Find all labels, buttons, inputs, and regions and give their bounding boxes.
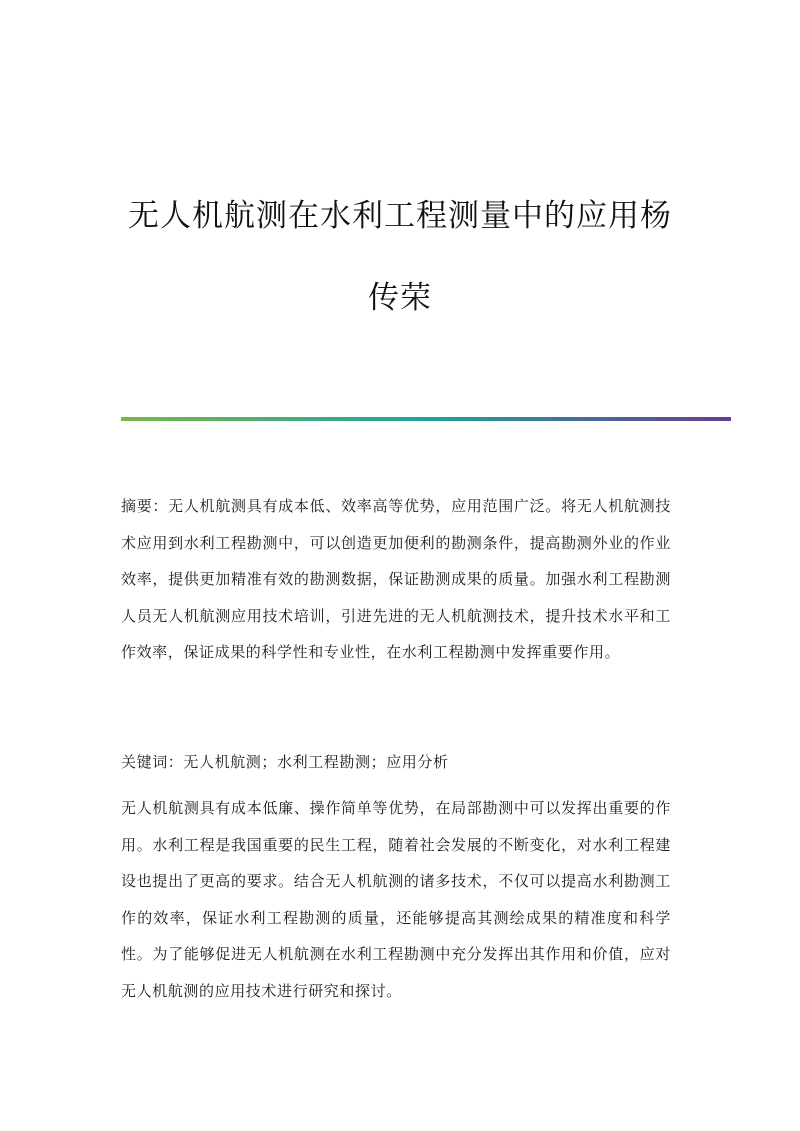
- abstract-paragraph: 摘要：无人机航测具有成本低、效率高等优势，应用范围广泛。将无人机航测技术应用到水利工程勘测中，可以创造更加便利的勘测条件，提高勘测外业的作业效率，提供更加精准有效的勘测数据，保证勘测成果的质量。加强水利工程勘测人员无人机航测应用技术培训，引进先进的无人机航测技术，提升技术水平和工作效率，保证成果的科学性和专业性，在水利工程勘测中发挥重要作用。: [121, 497, 671, 661]
- title-divider-rule: [121, 417, 731, 421]
- keywords-line: 关键词：无人机航测；水利工程勘测；应用分析: [121, 753, 449, 771]
- intro-paragraph: 无人机航测具有成本低廉、操作简单等优势，在局部勘测中可以发挥出重要的作用。水利工程是我国重要的民生工程，随着社会发展的不断变化，对水利工程建设也提出了更高的要求。结合无人机航测的诸多技术，不仅可以提高水利勘测工作的效率，保证水利工程勘测的质量，还能够提高其测绘成果的精准度和科学性。为了能够促进无人机航测在水利工程勘测中充分发挥出其作用和价值，应对无人机航测的应用技术进行研究和探讨。: [121, 799, 671, 1000]
- document-title-line2: 传荣: [368, 280, 432, 316]
- document-title-line1: 无人机航测在水利工程测量中的应用杨: [128, 198, 672, 234]
